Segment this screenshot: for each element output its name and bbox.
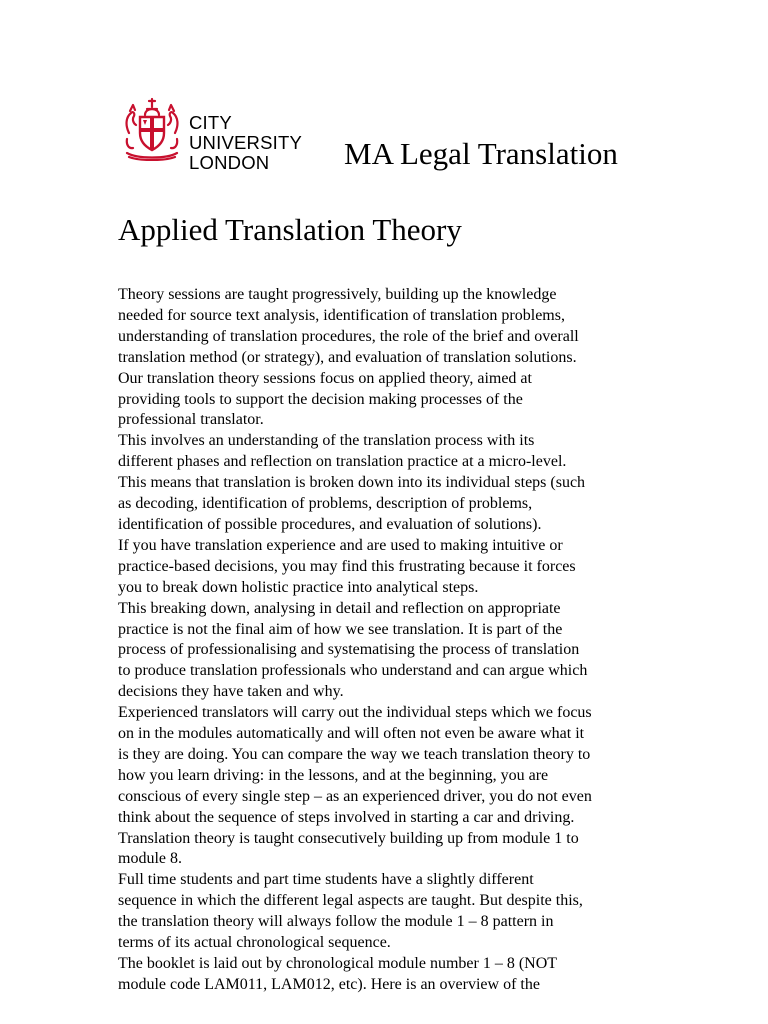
body-paragraph [118, 369, 663, 432]
section-title: Applied Translation Theory [118, 212, 462, 247]
paragraph-line: needed for source text analysis, identification of translation problems, [118, 306, 565, 324]
body-paragraph [118, 285, 663, 369]
paragraph-line: practice is not the final aim of how we see translation. It is part of the [118, 620, 563, 638]
body-paragraph [118, 954, 663, 996]
paragraph-line: This breaking down, analysing in detail and reflection on appropriate [118, 599, 561, 617]
paragraph-line: translation method (or strategy), and evaluation of translation solutions. [118, 348, 577, 366]
document-title: MA Legal Translation [344, 136, 618, 171]
paragraph-line: Translation theory is taught consecutively building up from module 1 to [118, 829, 579, 847]
paragraph-line: module code LAM011, LAM012, etc). Here is an overview of the [118, 975, 540, 993]
paragraph-line: This involves an understanding of the translation process with its [118, 432, 535, 450]
paragraph-line: how you learn driving: in the lessons, and at the beginning, you are [118, 766, 549, 784]
university-logo [123, 95, 338, 173]
paragraph-line: Our translation theory sessions focus on applied theory, aimed at [118, 369, 532, 387]
paragraph-line: is they are doing. You can compare the way we teach translation theory to [118, 745, 591, 763]
body-paragraph [118, 829, 663, 871]
paragraph-line: Experienced translators will carry out the individual steps which we focus [118, 704, 592, 722]
paragraph-line: sequence in which the different legal aspects are taught. But despite this, [118, 892, 583, 910]
paragraph-line: think about the sequence of steps involved in starting a car and driving. [118, 808, 575, 826]
paragraph-line: different phases and reflection on translation practice at a micro-level. [118, 453, 567, 471]
body-paragraph [118, 703, 663, 828]
paragraph-line: If you have translation experience and are used to making intuitive or [118, 536, 563, 554]
paragraph-line: the translation theory will always follow the module 1 – 8 pattern in [118, 913, 554, 931]
paragraph-line: module 8. [118, 850, 182, 868]
body-text [118, 285, 663, 996]
paragraph-line: to produce translation professionals who understand and can argue which [118, 662, 588, 680]
paragraph-line: understanding of translation procedures, the role of the brief and overall [118, 327, 579, 345]
logo-line-city-university: CITY UNIVERSITY [189, 112, 303, 153]
paragraph-line: conscious of every single step – as an experienced driver, you do not even [118, 787, 592, 805]
body-paragraph [118, 431, 663, 536]
paragraph-line: Full time students and part time students have a slightly different [118, 871, 534, 889]
logo-line-london: LONDON [189, 152, 270, 173]
paragraph-line: you to break down holistic practice into analytical steps. [118, 578, 479, 596]
university-crest-icon [123, 95, 181, 161]
paragraph-line: terms of its actual chronological sequence. [118, 934, 391, 952]
university-wordmark [189, 113, 338, 173]
paragraph-line: Theory sessions are taught progressively, building up the knowledge [118, 286, 557, 303]
body-paragraph [118, 870, 663, 954]
paragraph-line: This means that translation is broken down into its individual steps (such [118, 474, 586, 492]
body-paragraph [118, 599, 663, 704]
paragraph-line: identification of possible procedures, and evaluation of solutions). [118, 515, 542, 533]
paragraph-line: decisions they have taken and why. [118, 683, 344, 701]
paragraph-line: providing tools to support the decision making processes of the [118, 390, 523, 408]
paragraph-line: process of professionalising and systematising the process of translation [118, 641, 580, 659]
body-paragraph [118, 536, 663, 599]
paragraph-line: professional translator. [118, 411, 264, 429]
paragraph-line: The booklet is laid out by chronological module number 1 – 8 (NOT [118, 955, 558, 972]
paragraph-line: as decoding, identification of problems, description of problems, [118, 495, 533, 513]
paragraph-line: on in the modules automatically and will often not even be aware what it [118, 725, 585, 743]
paragraph-line: practice-based decisions, you may find this frustrating because it forces [118, 557, 576, 575]
